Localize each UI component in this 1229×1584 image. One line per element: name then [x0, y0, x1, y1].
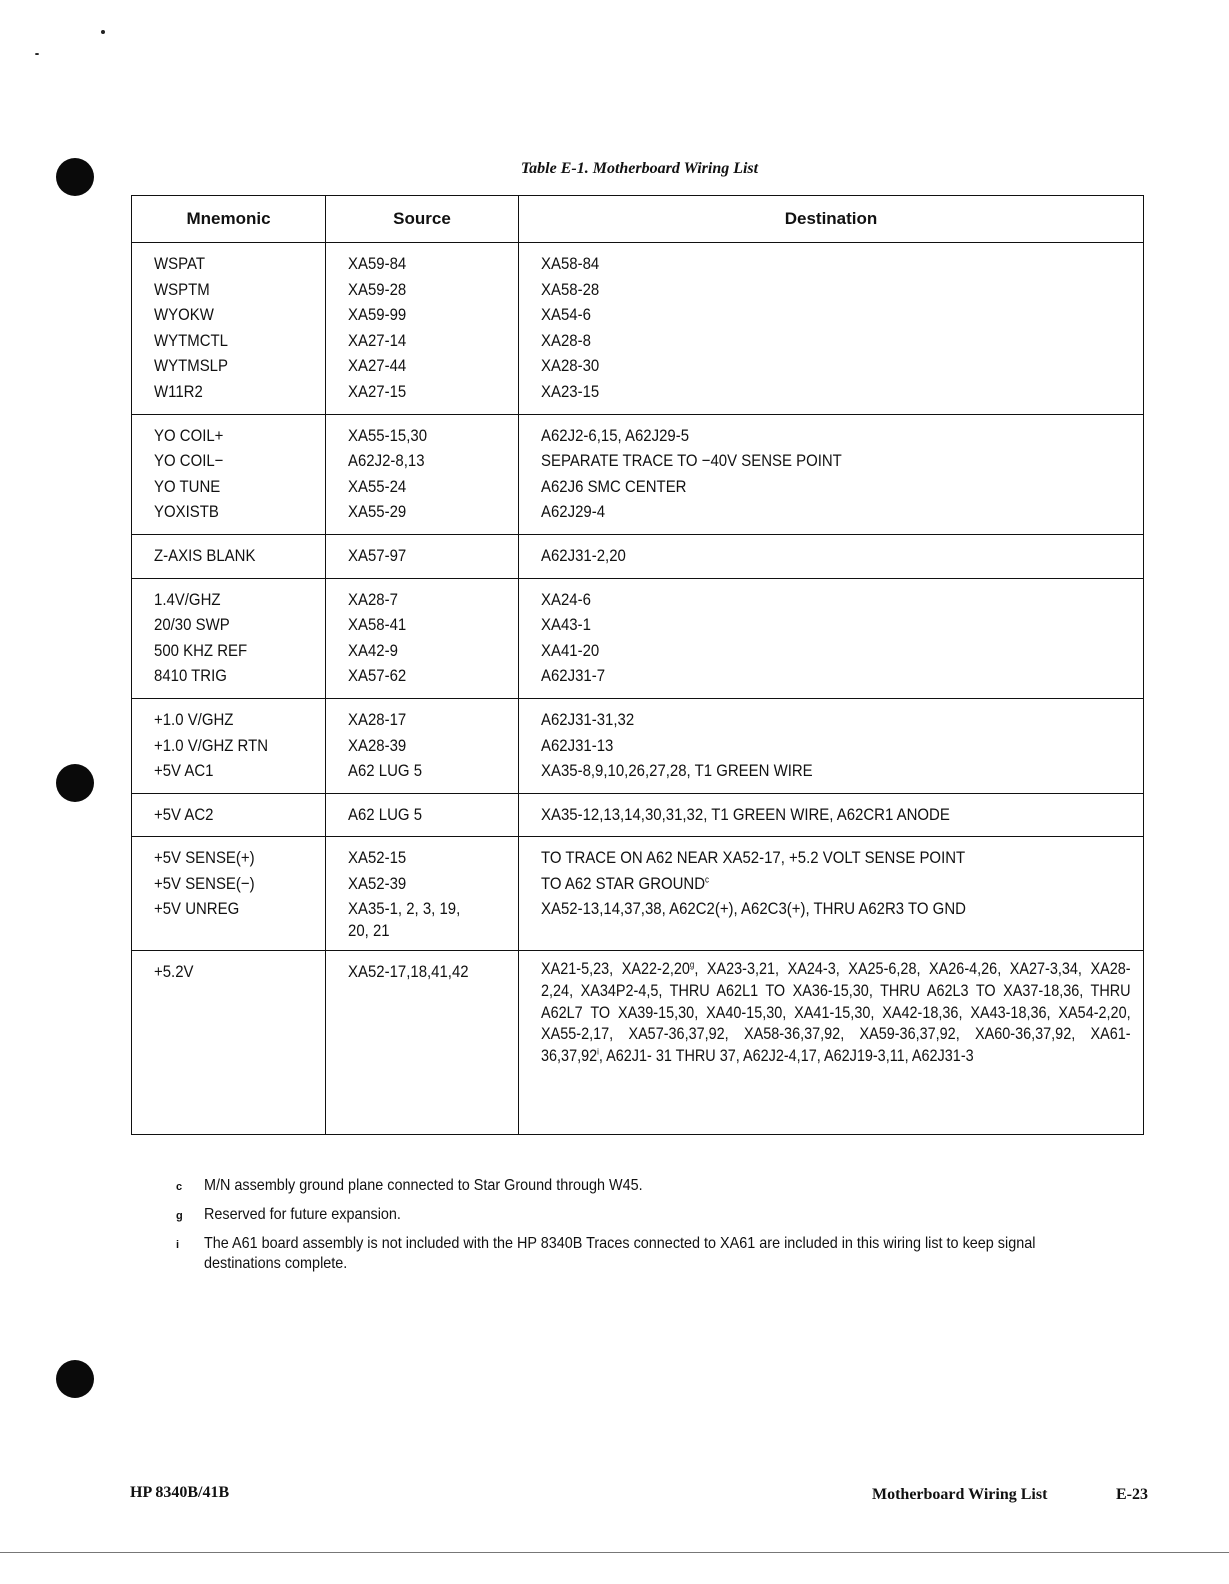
destination-text: , XA23-3,21, XA24-3, XA25-6,28, XA26-4,26, XA27-3,34, XA28-2,24, XA34P2-4,5, THRU A62L1 TO XA36-15,30, THRU A62L3 TO XA37-18,36, THRU A62L7 TO XA39-15,30, XA40-15,30, XA41-15,30, XA42-18,36, XA43-18,36, XA54-2,20, XA55-2,17, XA57-36,37,92, XA58-36,37,92, XA59-36,37,92, XA60-36,37,92, XA61-36,37,92 [541, 960, 1131, 1065]
destination: A62J31-2,20 [541, 545, 626, 565]
source: XA27-44 [348, 356, 407, 376]
destination-cell [519, 698, 1144, 793]
mnemonic: +5V AC2 [154, 804, 214, 824]
destination: A62J2-6,15, A62J29-5 [541, 425, 690, 445]
destination-paragraph [541, 959, 1131, 1067]
source: XA52-39 [348, 873, 407, 893]
source: XA28-7 [348, 589, 398, 609]
destination: XA24-6 [541, 589, 591, 609]
wiring-table [131, 195, 1144, 1135]
destination-text: XA21-5,23, XA22-2,20 [541, 960, 690, 979]
source: XA27-14 [348, 330, 407, 350]
footnote-ref: g [689, 960, 695, 970]
table-row [132, 243, 1144, 415]
mnemonic: +5V UNREG [154, 899, 240, 919]
footnote-text: Reserved for future expansion. [204, 1206, 401, 1223]
mnemonic: +5V SENSE(−) [154, 873, 255, 893]
footnote [176, 1205, 1116, 1225]
destination: XA52-13,14,37,38, A62C2(+), A62C3(+), THRU A62R3 TO GND [541, 899, 966, 919]
destination: A62J29-4 [541, 502, 606, 522]
mnemonic: WSPTM [154, 279, 210, 299]
source-cell [326, 951, 519, 1135]
source-cell [326, 243, 519, 415]
destination: XA35-8,9,10,26,27,28, T1 GREEN WIRE [541, 761, 813, 781]
table-row [132, 837, 1144, 951]
header-destination: Destination [519, 196, 1144, 243]
source: XA28-17 [348, 709, 407, 729]
mnemonic-cell [132, 243, 326, 415]
mnemonic: WYTMCTL [154, 330, 228, 350]
scan-speck [35, 53, 39, 55]
mnemonic: WYOKW [154, 305, 214, 325]
mnemonic-cell [132, 698, 326, 793]
source: XA58-41 [348, 615, 407, 635]
mnemonic: +5.2V [154, 962, 194, 982]
source: A62 LUG 5 [348, 804, 423, 824]
footnote [176, 1176, 1116, 1196]
source-cell [326, 578, 519, 698]
mnemonic: WYTMSLP [154, 356, 228, 376]
destination: A62J6 SMC CENTER [541, 476, 687, 496]
destination: XA41-20 [541, 640, 600, 660]
destination-text: TO A62 STAR GROUND [541, 873, 706, 893]
destination-cell [519, 414, 1144, 534]
mnemonic: YO COIL− [154, 451, 224, 471]
destination-cell [519, 951, 1144, 1135]
table-row [132, 578, 1144, 698]
source: XA27-15 [348, 381, 407, 401]
mnemonic: 1.4V/GHZ [154, 589, 221, 609]
table-row [132, 793, 1144, 837]
destination: XA35-12,13,14,30,31,32, T1 GREEN WIRE, A62CR1 ANODE [541, 804, 950, 824]
mnemonic: 500 KHZ REF [154, 640, 248, 660]
destination-cell [519, 793, 1144, 837]
destination: XA28-30 [541, 356, 600, 376]
mnemonic-cell [132, 951, 326, 1135]
bottom-rule [0, 1552, 1229, 1553]
source: XA57-97 [348, 545, 407, 565]
mnemonic: +1.0 V/GHZ RTN [154, 735, 269, 755]
source: XA28-39 [348, 735, 407, 755]
source: XA55-29 [348, 502, 407, 522]
destination-cell [519, 534, 1144, 578]
destination: XA23-15 [541, 381, 600, 401]
source: XA55-24 [348, 476, 407, 496]
table-row [132, 698, 1144, 793]
destination: TO TRACE ON A62 NEAR XA52-17, +5.2 VOLT SENSE POINT [541, 848, 966, 868]
footnote-ref: c [705, 874, 710, 885]
source: XA57-62 [348, 666, 407, 686]
destination-cell [519, 837, 1144, 951]
mnemonic-cell [132, 578, 326, 698]
page-number: E-23 [1116, 1486, 1148, 1503]
table-header-row [132, 196, 1144, 243]
destination-text: , A62J1- 31 THRU 37, A62J2-4,17, A62J19-3,11, A62J31-3 [598, 1046, 974, 1065]
destination-cell [519, 578, 1144, 698]
table-caption: Table E-1. Motherboard Wiring List [520, 160, 759, 177]
binder-hole [56, 764, 94, 802]
source: A62 LUG 5 [348, 761, 423, 781]
source: XA35-1, 2, 3, 19, 20, 21 [348, 899, 461, 940]
source: XA59-84 [348, 254, 407, 273]
source: XA55-15,30 [348, 425, 428, 445]
table-row [132, 414, 1144, 534]
mnemonic-cell [132, 414, 326, 534]
mnemonic: YO TUNE [154, 476, 221, 496]
table-row [132, 951, 1144, 1135]
destination: XA43-1 [541, 615, 591, 635]
mnemonic: 8410 TRIG [154, 666, 227, 686]
footnote-mark: g [176, 1210, 183, 1222]
header-mnemonic: Mnemonic [132, 196, 326, 243]
mnemonic: YO COIL+ [154, 425, 224, 445]
mnemonic-cell [132, 534, 326, 578]
destination [541, 871, 1062, 897]
footnote-mark: c [176, 1181, 183, 1193]
footnote [176, 1234, 1116, 1274]
destination: XA58-84 [541, 254, 600, 273]
footnotes [176, 1176, 1116, 1283]
destination: XA54-6 [541, 305, 591, 325]
destination: XA28-8 [541, 330, 591, 350]
header-source: Source [326, 196, 519, 243]
source-cell [326, 793, 519, 837]
source: XA59-28 [348, 279, 407, 299]
source: XA52-17,18,41,42 [348, 962, 469, 982]
mnemonic: +1.0 V/GHZ [154, 709, 234, 729]
mnemonic: Z-AXIS BLANK [154, 545, 256, 565]
mnemonic-cell [132, 793, 326, 837]
footnote-text: M/N assembly ground plane connected to Star Ground through W45. [204, 1177, 643, 1194]
mnemonic: W11R2 [154, 381, 203, 401]
source-cell [326, 534, 519, 578]
source: XA42-9 [348, 640, 398, 660]
source: A62J2-8,13 [348, 451, 425, 471]
footnote-mark: i [176, 1239, 180, 1251]
destination: A62J31-7 [541, 666, 606, 686]
mnemonic: YOXISTB [154, 502, 219, 522]
source-cell [326, 698, 519, 793]
mnemonic: 20/30 SWP [154, 615, 230, 635]
mnemonic-cell [132, 837, 326, 951]
source-cell [326, 414, 519, 534]
mnemonic: WSPAT [154, 254, 205, 273]
mnemonic: +5V AC1 [154, 761, 214, 781]
footnote-ref: i [597, 1046, 599, 1057]
table-row [132, 534, 1144, 578]
binder-hole [56, 1360, 94, 1398]
footer-section-title: Motherboard Wiring List [872, 1486, 1048, 1503]
scan-speck [101, 30, 105, 34]
footer-model: HP 8340B/41B [130, 1484, 230, 1501]
footnote-text: The A61 board assembly is not included with the HP 8340B Traces connected to XA61 are included in this wiring list to keep signal destinations complete. [204, 1235, 1036, 1272]
destination-cell [519, 243, 1144, 415]
source-cell [326, 837, 519, 951]
source: XA52-15 [348, 848, 407, 868]
mnemonic: +5V SENSE(+) [154, 848, 255, 868]
destination: A62J31-31,32 [541, 709, 635, 729]
destination: SEPARATE TRACE TO −40V SENSE POINT [541, 451, 842, 471]
destination: A62J31-13 [541, 735, 614, 755]
source: XA59-99 [348, 305, 407, 325]
destination: XA58-28 [541, 279, 600, 299]
